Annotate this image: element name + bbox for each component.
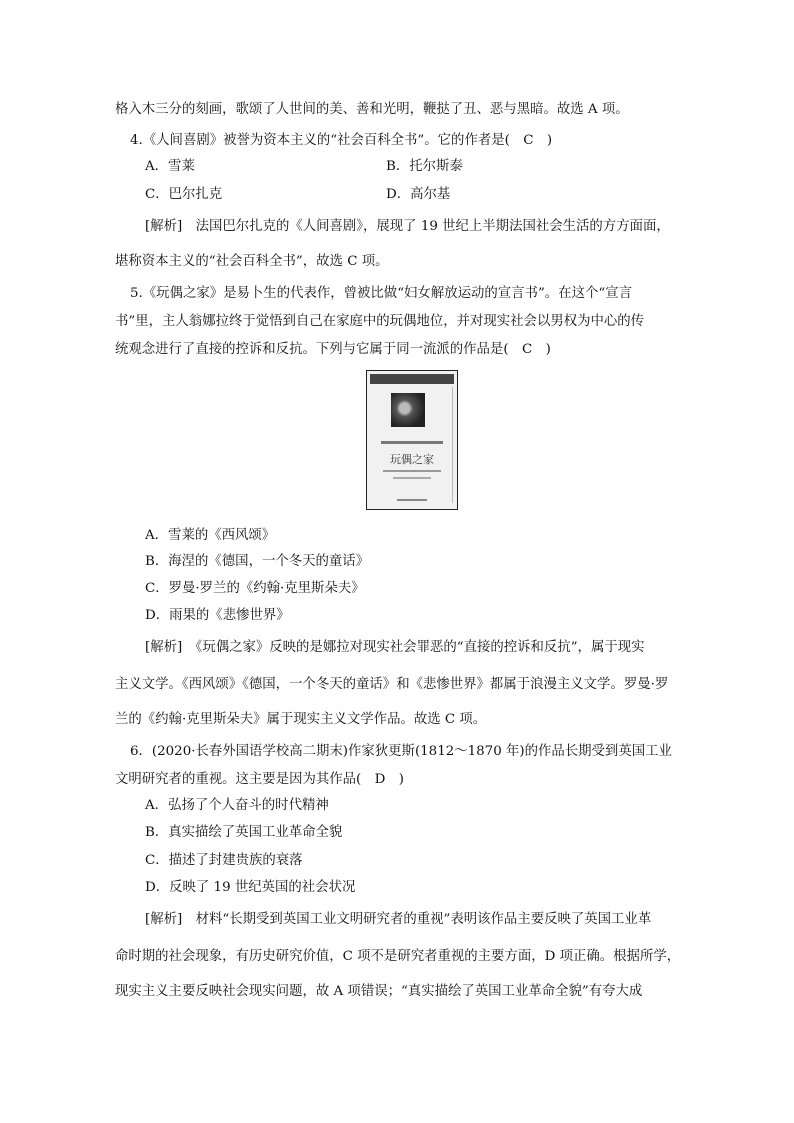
- option-a: A．雪莱: [145, 159, 195, 174]
- option-b: B．海涅的《德国，一个冬天的童话》: [145, 554, 370, 569]
- cover-subline: [393, 477, 431, 479]
- analysis-6-line: 命时期的社会现象，有历史研究价值，C 项不是研究者重视的主要方面，D 项正确。根据所学，: [115, 949, 681, 964]
- text-line: 格入木三分的刻画，歌颂了人世间的美、善和光明，鞭挞了丑、恶与黑暗。故选 A 项。: [115, 102, 629, 117]
- analysis-6-line: 现实主义主要反映社会现实问题，故 A 项错误；“真实描绘了英国工业革命全貌”有夸大成: [115, 984, 643, 999]
- question-6: 6．(2020·长春外国语学校高二期末)作家狄更斯(1812～1870 年)的作品长期受到英国工业: [130, 744, 672, 759]
- cover-spine: [452, 387, 453, 503]
- cover-title: 玩偶之家: [390, 453, 434, 466]
- analysis-4: [145, 217, 670, 237]
- option-a: A．雪莱的《西风颂》: [145, 528, 276, 543]
- option-a: A．弘扬了个人奋斗的时代精神: [145, 798, 329, 813]
- question-5-line: 书”里，主人翁娜拉终于觉悟到自己在家庭中的玩偶地位，并对现实社会以男权为中心的传: [115, 314, 645, 329]
- option-c: C．描述了封建贵族的衰落: [145, 853, 303, 868]
- cover-band: [370, 374, 454, 384]
- option-b: B．真实描绘了英国工业革命全貌: [145, 825, 343, 840]
- analysis-tag: [解析]: [145, 640, 183, 655]
- option-c: C．罗曼·罗兰的《约翰·克里斯朵夫》: [145, 581, 365, 596]
- question-4: 4.《人间喜剧》被誉为资本主义的“社会百科全书”。它的作者是( C ): [130, 133, 553, 148]
- analysis-tag: [解析]: [145, 219, 183, 234]
- cover-subline: [383, 470, 441, 472]
- book-cover-image: [366, 370, 458, 510]
- question-5-line: 统观念进行了直接的控诉和反抗。下列与它属于同一流派的作品是( C ): [115, 342, 551, 357]
- option-b: B．托尔斯泰: [386, 159, 463, 174]
- analysis-text: 材料“长期受到英国工业文明研究者的重视”表明该作品主要反映了英国工业革: [195, 912, 652, 927]
- analysis-text: 法国巴尔扎克的《人间喜剧》，展现了 19 世纪上半期法国社会生活的方方面面，: [195, 219, 670, 234]
- analysis-5-line: 主义文学。《西风颂》《德国，一个冬天的童话》和《悲惨世界》都属于浪漫主义文学。罗曼·罗: [115, 677, 669, 692]
- analysis-tag: [解析]: [145, 912, 183, 927]
- cover-series-line: [381, 441, 443, 444]
- cover-publisher: [397, 499, 427, 501]
- analysis-6: [145, 910, 651, 930]
- option-d: D．反映了 19 世纪英国的社会状况: [145, 880, 356, 895]
- option-c: C．巴尔扎克: [145, 187, 223, 202]
- analysis-4-line: 堪称资本主义的“社会百科全书”，故选 C 项。: [115, 254, 389, 269]
- option-d: D．高尔基: [386, 187, 451, 202]
- question-5: 5.《玩偶之家》是易卜生的代表作，曾被比做“妇女解放运动的宣言书”。在这个“宣言: [130, 286, 632, 301]
- analysis-text: 《玩偶之家》反映的是娜拉对现实社会罪恶的“直接的控诉和反抗”，属于现实: [195, 640, 645, 655]
- analysis-5-line: 兰的《约翰·克里斯朵夫》属于现实主义文学作品。故选 C 项。: [115, 712, 487, 727]
- cover-photo: [391, 393, 425, 427]
- analysis-5: [145, 638, 645, 658]
- question-6-line: 文明研究者的重视。这主要是因为其作品( D ): [115, 772, 404, 787]
- option-d: D．雨果的《悲惨世界》: [145, 608, 290, 623]
